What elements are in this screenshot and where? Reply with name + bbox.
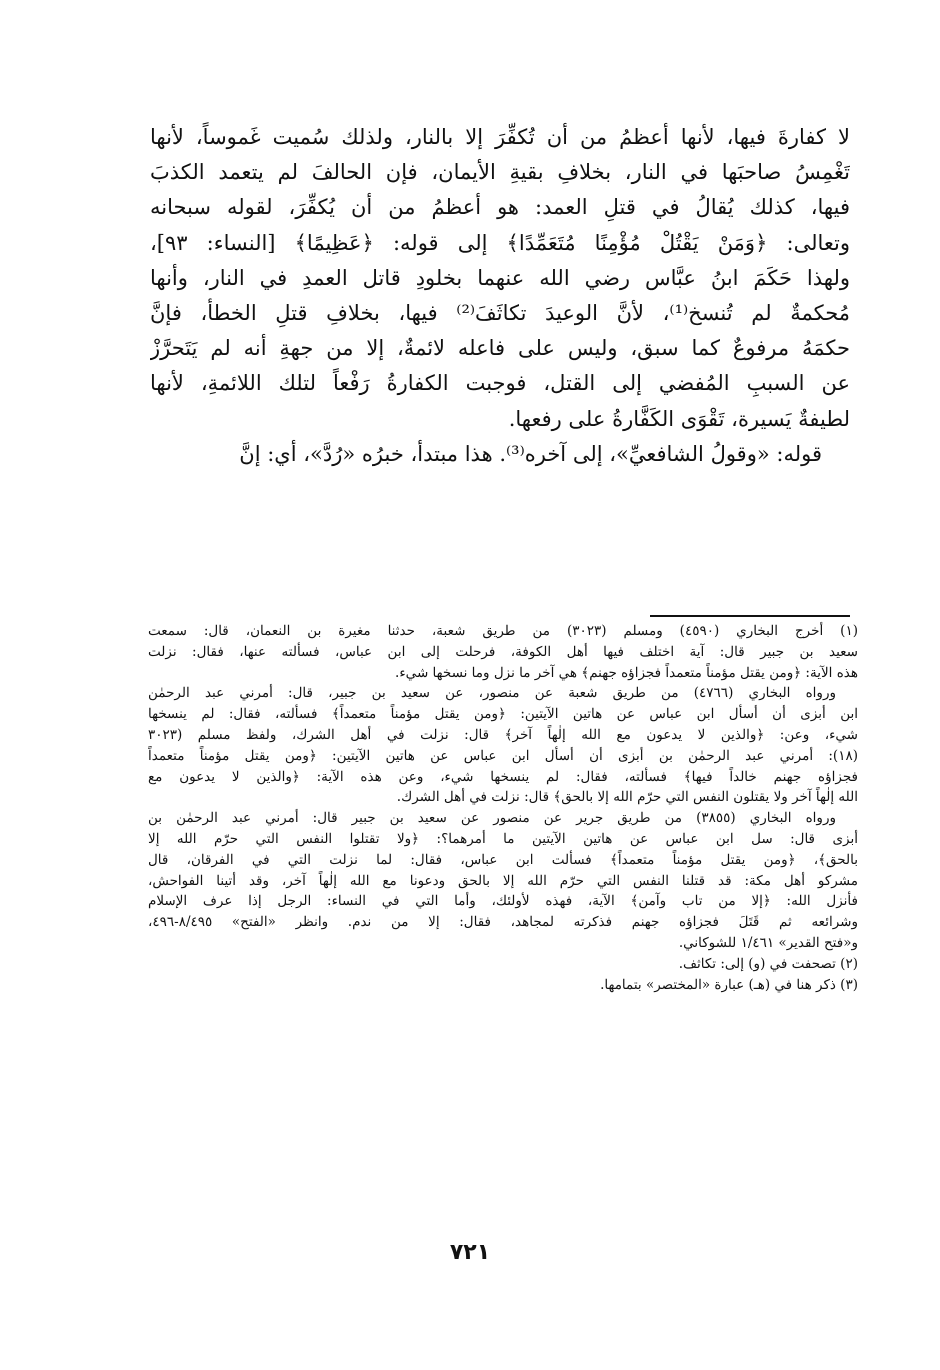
main-text-line: لطيفةٌ يَسيرة، تَقْوَى الكَفَّارةُ على رفعها. (508, 406, 850, 431)
footnote-line: (٣) ذكر هنا في (هـ) عبارة «المختصر» بتمامها. (600, 976, 858, 993)
footnote-line: فجزاؤه جهنم خالداً فيها﴾ فسألته، فقال: لم ينسخها شيء، وعن هذه الآية: ﴿والذين لا يدعون مع (148, 768, 858, 785)
main-text-line: قوله: «وقولُ الشافعيِّ»، إلى آخره⁽³⁾. هذا مبتدأ، خبرُه «رُدَّ»، أي: إنَّ (239, 441, 822, 466)
footnote-line: (٢) تصحفت في (و) إلى: تكاثف. (678, 955, 858, 972)
footnotes-section (148, 621, 858, 995)
footnote-line: ورواه البخاري (٣٨٥٥) من طريق جرير عن منصور عن سعيد بن جبير قال: أمرني عبد الرحمٰن بن (148, 810, 836, 827)
footnote-line: مشركو أهل مكة: قد قتلنا النفس التي حرّم الله إلا بالحق ودعونا مع الله إلٰهاً آخر، وقد أتينا الفواحش، (148, 872, 858, 889)
main-text-line: عن السببِ المُفضي إلى القتل، فوجبت الكفارةُ رَفْعاً لتلك اللائمةِ، لأنها (150, 371, 850, 396)
footnote-line: (١) أخرج البخاري (٤٥٩٠) ومسلم (٣٠٢٣) من طريق شعبة، حدثنا مغيرة بن النعمان، قال: سمعت (148, 623, 858, 639)
main-text-line: تَغْمِسُ صاحبَها في النار، بخلافِ بقيةِ الأيمان، فإن الحالفَ لم يتعمد الكذبَ (150, 160, 850, 185)
footnote-line: وشرائعه ثم قَتَلَ فجزاؤه جهنم فذكرته لمجاهد، فقال: إلا من ندم. وانظر «الفتح» ٨/٤٩٥-٤٩٦، (148, 914, 858, 931)
footnote-line: (١٨): أمرني عبد الرحمٰن بن أبزى أن أسأل ابن عباس عن هاتين الآيتين: ﴿ومن يقتل مؤمناً متعمداً (148, 747, 858, 764)
footnote-line: ورواه البخاري (٤٧٦٦) من طريق شعبة عن منصور، عن سعيد بن جبير، قال: أمرني عبد الرحمٰن (148, 685, 836, 702)
main-text-line: حكمَهُ مرفوعٌ كما سبق، وليس على فاعله لائمةٌ، إلا من جهةِ أنه لم يَتَحرَّزْ (150, 336, 850, 361)
footnote-line: و«فتح القدير» ١/٤٦١ للشوكاني. (678, 934, 858, 951)
main-text-line: فيها، كذلك يُقالُ في قتلِ العمد: هو أعظمُ من أن يُكفِّرَ، لقوله سبحانه (150, 195, 850, 220)
page-number: ٧٢١ (449, 1240, 491, 1265)
footnote-line: بالحق﴾، ﴿ومن يقتل مؤمناً متعمداً﴾ فسألت ابن عباس، فقال: لما نزلت التي في الفرقان، قال (148, 851, 858, 868)
footnote-separator-rule (650, 615, 850, 617)
main-text-body (150, 120, 850, 472)
footnote-line: شيء، وعن: ﴿والذين لا يدعون مع الله إلٰهاً آخر﴾ قال: نزلت في أهل الشرك، ولفظ مسلم (٣٠٢٣ (148, 726, 858, 743)
footnote-line: الله إلٰهاً آخر ولا يقتلون النفس التي حرّم الله إلا بالحق﴾ قال: نزلت في أهل الشرك. (396, 789, 858, 806)
main-text-line: لا كفارةَ فيها، لأنها أعظمُ من أن تُكفِّرَ إلا بالنار، ولذلك سُميت غَموساً، لأنها (150, 125, 850, 149)
main-text-line: وتعالى: ﴿وَمَنْ يَقْتُلْ مُؤْمِنًا مُتَعَمِّدًا﴾ إلى قوله: ﴿عَظِيمًا﴾ [النساء: ٩٣]، (150, 230, 850, 255)
main-text-line: مُحكمةٌ لم تُنسخ⁽¹⁾، لأنَّ الوعيدَ تكاثَفَ⁽²⁾ فيها، بخلافِ قتلِ الخطأ، فإنَّ (150, 300, 850, 325)
footnote-line: فأنزل الله: ﴿إلا من تاب وآمن﴾ الآية، فهذه لأولئك، وأما التي في النساء: الرجل إذا عرف الإسلام (148, 893, 858, 910)
footnote-line: هذه الآية: ﴿ومن يقتل مؤمناً متعمداً فجزاؤه جهنم﴾ هي آخر ما نزل وما نسخها شيء. (395, 664, 858, 681)
main-text-line: ولهذا حَكَمَ ابنُ عبَّاس رضي الله عنهما بخلودِ قاتل العمدِ في النار، وأنها (150, 265, 850, 290)
footnote-line: ابن أبزى أن أسأل ابن عباس عن هاتين الآيتين: ﴿ومن يقتل مؤمناً متعمداً﴾ فسألته، فقال: لم ينسخها (148, 706, 858, 723)
footnote-line: سعيد بن جبير قال: آية اختلف فيها أهل الكوفة، فرحلت إلى ابن عباس، فسألته عنها، فقال: نزلت (148, 643, 858, 660)
footnote-line: أبزى قال: سل ابن عباس عن هاتين الآيتين ما أمرهما؟: ﴿ولا تقتلوا النفس التي حرّم الله إلا (148, 830, 858, 847)
